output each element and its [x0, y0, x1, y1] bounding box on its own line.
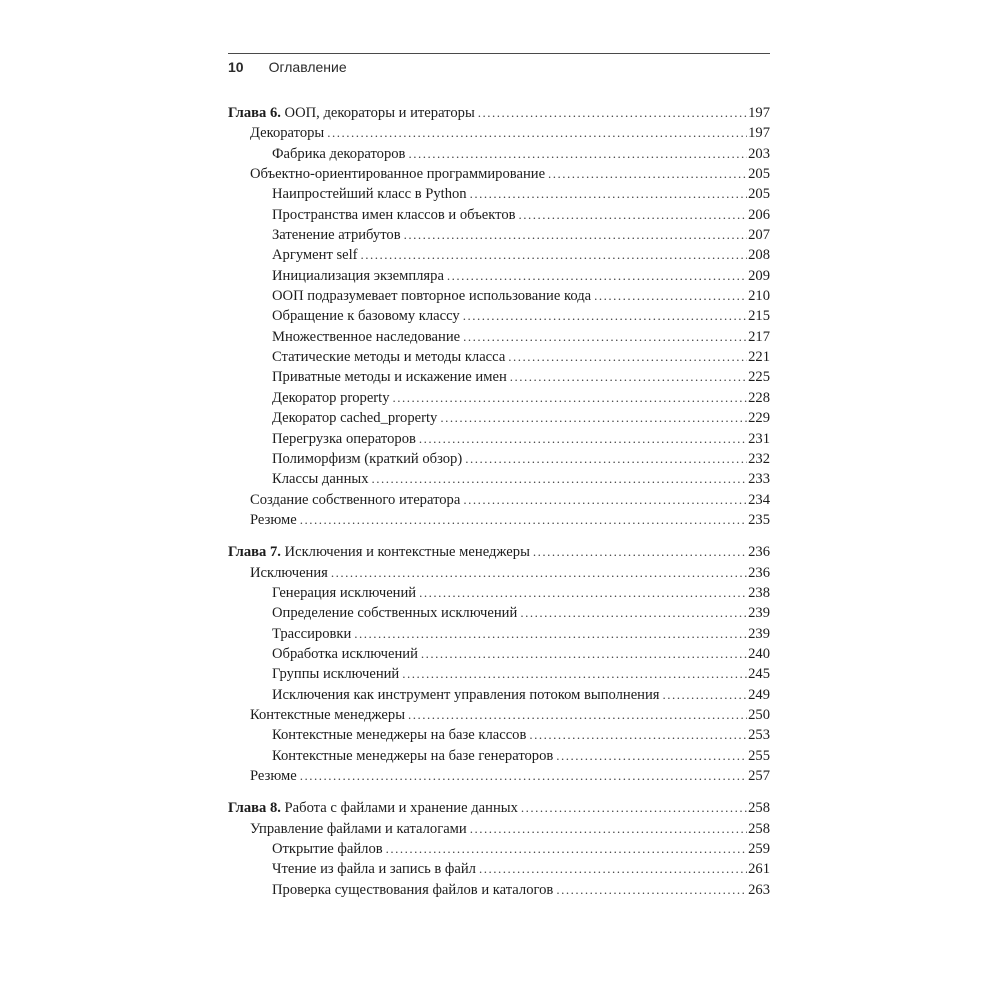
toc-row-entry [228, 687, 770, 707]
dotted-leader [663, 687, 748, 704]
toc-entry-page: 206 [748, 206, 770, 223]
toc-entry-page: 239 [748, 625, 770, 642]
dotted-leader [463, 492, 747, 509]
toc-entry-title: Статические методы и методы класса [272, 349, 506, 366]
toc-entry-title: Глава 8. Работа с файлами и хранение данных [228, 800, 518, 817]
toc-entry-page: 205 [748, 166, 770, 183]
toc-entry-title: Обращение к базовому классу [272, 308, 460, 325]
toc-row-entry [228, 227, 770, 247]
dotted-leader [402, 666, 747, 683]
toc-entry-page: 205 [748, 186, 770, 203]
dotted-leader [470, 186, 748, 203]
dotted-leader [447, 268, 747, 285]
chapter-label: Глава 8. [228, 800, 281, 817]
toc-entry-page: 197 [748, 125, 770, 142]
toc-entry-page: 225 [748, 369, 770, 386]
toc-entry-title: ООП подразумевает повторное использование кода [272, 288, 592, 305]
toc-entry-page: 240 [748, 645, 770, 662]
toc-entry-title: Затенение атрибутов [272, 227, 401, 244]
dotted-leader [521, 800, 747, 817]
toc-row-chapter [228, 800, 770, 820]
toc-row-entry [228, 186, 770, 206]
toc-row-entry [228, 492, 770, 512]
toc-entry-title: Контекстные менеджеры на базе классов [272, 727, 527, 744]
dotted-leader [529, 727, 747, 744]
dotted-leader [408, 707, 747, 724]
toc-entry-title: Исключения [250, 564, 328, 581]
dotted-leader [594, 288, 747, 305]
toc-row-entry [228, 585, 770, 605]
dotted-leader [556, 748, 747, 765]
toc-row-entry [228, 329, 770, 349]
toc-entry-title: Открытие файлов [272, 841, 383, 858]
dotted-leader [520, 605, 747, 622]
toc-row-entry [228, 146, 770, 166]
toc-entry-title: Проверка существования файлов и каталогов [272, 881, 554, 898]
toc-entry-title: Контекстные менеджеры на базе генераторов [272, 747, 554, 764]
toc-entry-title: Группы исключений [272, 666, 400, 683]
toc-row-entry [228, 369, 770, 389]
toc-row-entry [228, 666, 770, 686]
toc-entry-title: Декоратор property [272, 389, 390, 406]
toc-entry-page: 207 [748, 227, 770, 244]
toc-row-entry [228, 207, 770, 227]
toc-entry-page: 249 [748, 686, 770, 703]
toc-entry-page: 231 [748, 430, 770, 447]
toc-row-entry [228, 841, 770, 861]
running-head [228, 59, 770, 75]
toc-entry-title: Чтение из файла и запись в файл [272, 861, 476, 878]
toc-entry-title: Пространства имен классов и объектов [272, 206, 516, 223]
toc-entry-page: 203 [748, 145, 770, 162]
dotted-leader [548, 166, 747, 183]
dotted-leader [361, 247, 748, 264]
dotted-leader [300, 768, 747, 785]
toc-row-chapter [228, 105, 770, 125]
dotted-leader [510, 369, 747, 386]
toc-row-entry [228, 626, 770, 646]
toc-chapter-block-6 [228, 105, 770, 532]
toc-entry-title: Управление файлами и каталогами [250, 820, 467, 837]
toc-entry-page: 253 [748, 727, 770, 744]
toc-row-entry [228, 451, 770, 471]
toc-entry-page: 250 [748, 706, 770, 723]
toc-entry-title: Фабрика декораторов [272, 145, 406, 162]
dotted-leader [479, 861, 747, 878]
toc-row-entry [228, 861, 770, 881]
toc-entry-page: 245 [748, 666, 770, 683]
toc-entry-page: 217 [748, 328, 770, 345]
toc-entry-page: 235 [748, 511, 770, 528]
dotted-leader [300, 512, 747, 529]
dotted-leader [519, 207, 748, 224]
toc-entry-page: 232 [748, 450, 770, 467]
toc-row-entry [228, 125, 770, 145]
toc-row-entry [228, 308, 770, 328]
toc-entry-page: 263 [748, 881, 770, 898]
toc-row-chapter [228, 544, 770, 564]
dotted-leader [419, 585, 747, 602]
dotted-leader [463, 308, 747, 325]
dotted-leader [404, 227, 748, 244]
dotted-leader [556, 882, 747, 899]
toc-entry-page: 239 [748, 605, 770, 622]
toc-entry-title: Резюме [250, 768, 297, 784]
dotted-leader [393, 390, 748, 407]
toc-entry-title: Приватные методы и искажение имен [272, 369, 507, 386]
toc-row-entry [228, 268, 770, 288]
toc-entry-title: Создание собственного итератора [250, 491, 461, 508]
dotted-leader [408, 146, 747, 163]
toc-row-entry [228, 748, 770, 768]
toc-entry-page: 209 [748, 267, 770, 284]
dotted-leader [372, 471, 748, 488]
dotted-leader [386, 841, 747, 858]
toc-row-entry [228, 512, 770, 532]
toc-entry-page: 255 [748, 747, 770, 764]
dotted-leader [465, 451, 747, 468]
running-head-rule [228, 53, 770, 54]
toc-entry-page: 210 [748, 288, 770, 305]
toc-entry-page: 236 [748, 544, 770, 561]
toc-entry-title: Полиморфизм (краткий обзор) [272, 450, 463, 467]
running-head-title: Оглавление [268, 59, 347, 75]
toc-row-entry [228, 349, 770, 369]
toc-chapter-block-7 [228, 544, 770, 788]
toc-entry-page: 261 [748, 861, 770, 878]
toc-entry-title: Перегрузка операторов [272, 430, 416, 447]
toc-row-entry [228, 390, 770, 410]
dotted-leader [478, 105, 747, 122]
toc-entry-title: Глава 6. ООП, декораторы и итераторы [228, 105, 475, 121]
toc-entry-page: 236 [748, 564, 770, 581]
toc-row-entry [228, 882, 770, 902]
toc-entry-page: 229 [748, 410, 770, 427]
toc-entry-title: Декораторы [250, 125, 325, 142]
toc-row-entry [228, 247, 770, 267]
dotted-leader [421, 646, 747, 663]
toc-entry-title: Классы данных [272, 471, 369, 488]
toc-entry-page: 234 [748, 491, 770, 508]
toc-entry-title: Глава 7. Исключения и контекстные менеджеры [228, 544, 530, 561]
toc-row-entry [228, 646, 770, 666]
toc-entry-page: 228 [748, 389, 770, 406]
toc-entry-title: Обработка исключений [272, 645, 418, 662]
toc-entry-title: Аргумент self [272, 247, 358, 264]
toc-row-entry [228, 821, 770, 841]
toc-entry-title: Исключения как инструмент управления потоком выполнения [272, 686, 660, 703]
dotted-leader [327, 125, 747, 142]
toc-row-entry [228, 431, 770, 451]
toc-entry-page: 233 [748, 471, 770, 488]
toc-entry-title: Резюме [250, 511, 297, 528]
toc-entry-page: 258 [748, 820, 770, 837]
toc-entry-title: Наипростейший класс в Python [272, 186, 467, 203]
toc-row-entry [228, 166, 770, 186]
toc-entry-title: Декоратор cached_property [272, 410, 438, 427]
dotted-leader [463, 329, 747, 346]
chapter-label: Глава 7. [228, 544, 281, 561]
toc-row-entry [228, 768, 770, 788]
toc-entry-title: Генерация исключений [272, 584, 417, 601]
toc-entry-page: 257 [748, 768, 770, 784]
dotted-leader [419, 431, 747, 448]
toc-entry-page: 221 [748, 349, 770, 366]
page-number: 10 [228, 59, 244, 75]
dotted-leader [508, 349, 747, 366]
dotted-leader [533, 544, 747, 561]
toc-chapter-block-8 [228, 800, 770, 902]
toc-entry-page: 208 [748, 247, 770, 264]
dotted-leader [331, 565, 747, 582]
toc-entry-page: 215 [748, 308, 770, 325]
toc-row-entry [228, 410, 770, 430]
toc-row-entry [228, 565, 770, 585]
toc-row-entry [228, 727, 770, 747]
toc-entry-page: 258 [748, 800, 770, 817]
toc-entry-page: 259 [748, 841, 770, 858]
chapter-label: Глава 6. [228, 105, 281, 121]
toc-row-entry [228, 605, 770, 625]
toc-entry-page: 197 [748, 105, 770, 121]
toc-entry-title: Определение собственных исключений [272, 605, 518, 622]
dotted-leader [440, 410, 747, 427]
toc-entry-title: Контекстные менеджеры [250, 706, 405, 723]
toc-row-entry [228, 288, 770, 308]
toc-entry-page: 238 [748, 584, 770, 601]
toc-row-entry [228, 471, 770, 491]
toc-entry-title: Инициализация экземпляра [272, 267, 444, 284]
toc-entry-title: Объектно-ориентированное программирование [250, 166, 546, 183]
toc-row-entry [228, 707, 770, 727]
table-of-contents [228, 105, 770, 902]
toc-entry-title: Трассировки [272, 625, 352, 642]
dotted-leader [354, 626, 747, 643]
dotted-leader [470, 821, 747, 838]
toc-entry-title: Множественное наследование [272, 328, 461, 345]
